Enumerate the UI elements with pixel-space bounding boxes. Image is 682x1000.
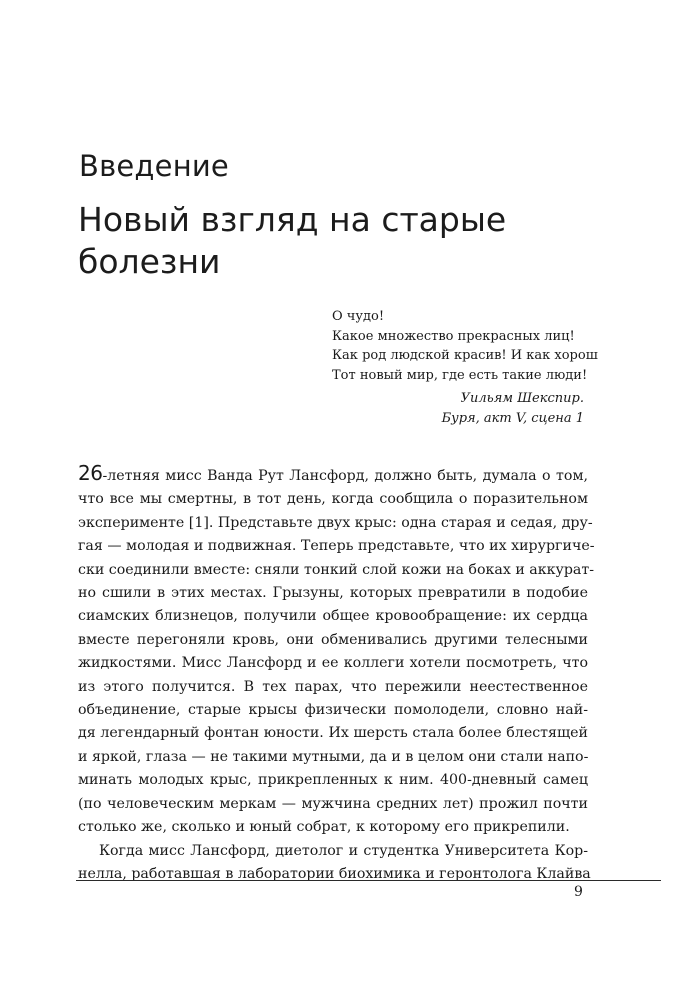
epigraph-attribution bbox=[332, 389, 584, 428]
footer-rule bbox=[76, 880, 661, 881]
body-line: дя легендарный фонтан юности. Их шерсть стала более блестящей bbox=[78, 725, 588, 742]
body-line bbox=[78, 462, 588, 488]
epigraph bbox=[332, 307, 598, 385]
body-line: что все мы смертны, в тот день, когда сообщила о поразительном bbox=[78, 491, 588, 508]
body-line: гая — молодая и подвижная. Теперь представьте, что их хирургиче- bbox=[78, 538, 595, 555]
page-number: 9 bbox=[574, 884, 583, 900]
body-line: и яркой, глаза — не такими мутными, да и в целом они стали напо- bbox=[78, 748, 589, 765]
body-line: эксперименте [1]. Представьте двух крыс: одна старая и седая, дру- bbox=[78, 514, 593, 531]
body-line: вместе перегоняли кровь, они обменивались другими телесными bbox=[78, 631, 588, 648]
body-line: но сшили в этих местах. Грызуны, которых превратили в подобие bbox=[78, 585, 588, 602]
body-line: объединение, старые крысы физически помолодели, словно най- bbox=[78, 702, 588, 719]
body-line: Когда мисс Лансфорд, диетолог и студентка Университета Кор- bbox=[99, 842, 588, 859]
chapter-title-line: Новый взгляд на старые bbox=[78, 200, 507, 239]
lead-number: 26 bbox=[78, 461, 103, 485]
body-line: (по человеческим меркам — мужчина средних лет) прожил почти bbox=[78, 795, 588, 812]
body-line: столько же, сколько и юный собрат, к которому его прикрепили. bbox=[78, 819, 570, 836]
body-line: сиамских близнецов, получили общее кровообращение: их сердца bbox=[78, 608, 588, 625]
body-text bbox=[78, 461, 595, 886]
body-line: минать молодых крыс, прикрепленных к ним. 400-дневный самец bbox=[78, 772, 588, 789]
epigraph-line: Как род людской красив! И как хорош bbox=[332, 348, 598, 363]
body-line: из этого получится. В тех парах, что пережили неестественное bbox=[78, 678, 588, 695]
body-line: нелла, работавшая в лаборатории биохимика и геронтолога Клайва bbox=[78, 865, 591, 882]
chapter-title-line: болезни bbox=[78, 242, 221, 281]
chapter-kicker: Введение bbox=[79, 149, 229, 183]
body-line: жидкостями. Мисс Лансфорд и ее коллеги хотели посмотреть, что bbox=[78, 655, 588, 672]
body-line-text: -летняя мисс Ванда Рут Лансфорд, должно быть, думала о том, bbox=[102, 468, 588, 484]
chapter-title bbox=[78, 199, 638, 283]
epigraph-author: Уильям Шекспир. bbox=[460, 391, 584, 406]
epigraph-source: Буря, акт V, сцена 1 bbox=[441, 410, 584, 426]
epigraph-line: О чудо! bbox=[332, 309, 385, 324]
epigraph-line: Тот новый мир, где есть такие люди! bbox=[332, 367, 588, 383]
epigraph-line: Какое множество прекрасных лиц! bbox=[332, 328, 575, 344]
body-line: ски соединили вместе: сняли тонкий слой кожи на боках и аккурат- bbox=[78, 561, 595, 578]
